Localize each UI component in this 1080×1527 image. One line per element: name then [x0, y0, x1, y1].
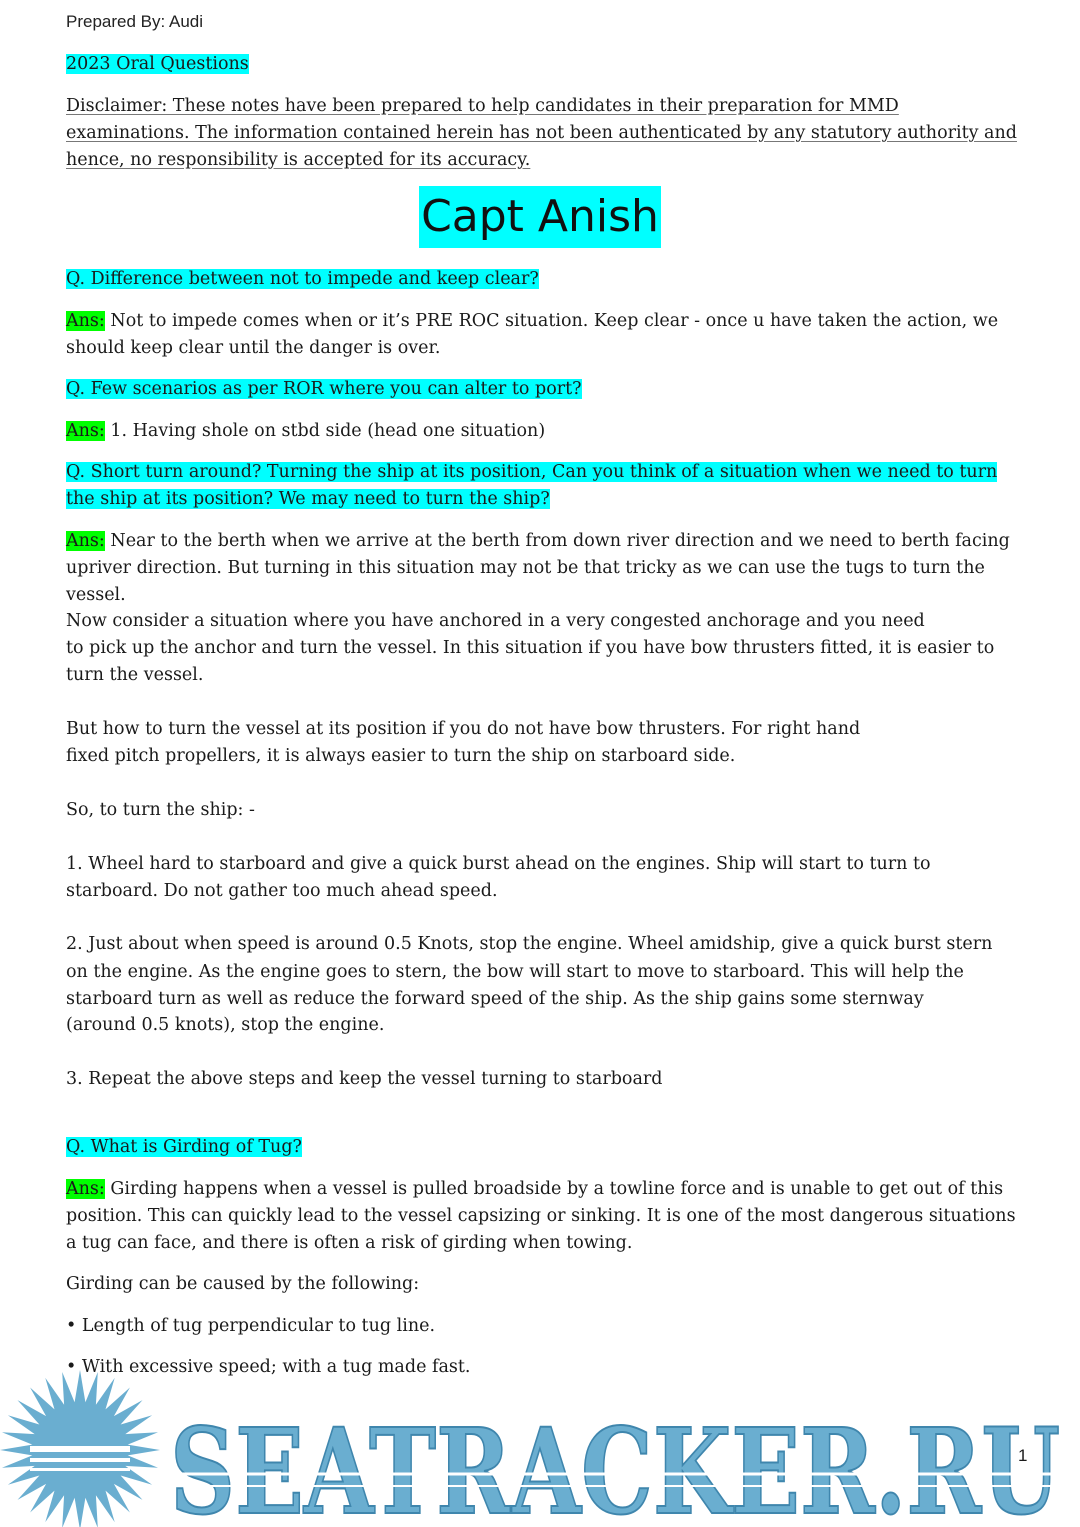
answer-3-line: But how to turn the vessel at its position if you do not have bow thrusters. For right hand	[66, 719, 861, 739]
answer-3-line: So, to turn the ship: -	[66, 800, 255, 820]
step-3: 3. Repeat the above steps and keep the vessel turning to starboard	[66, 1069, 663, 1089]
answer-4: Ans: Girding happens when a vessel is pulled broadside by a towline force and is unable to get out of this position. This can quickly lead to the vessel capsizing or sinking. It is one of the most dangerous situations a tug can face, and there is often a risk of girding when towing.	[66, 1179, 1016, 1253]
subtitle-text: 2023 Oral Questions	[66, 54, 249, 74]
step-2-cont: on the engine. As the engine goes to stern, the bow will start to move to starboard. This will help the starboard turn as well as reduce the forward speed of the ship. As the ship gains some sternway	[66, 962, 964, 1009]
ans-label: Ans:	[66, 311, 105, 331]
sun-logo-icon	[0, 1370, 160, 1527]
page-title: Capt Anish	[419, 186, 661, 248]
ans-label: Ans:	[66, 421, 105, 441]
answer-3-line: to pick up the anchor and turn the vessel. In this situation if you have bow thrusters fitted, it is easier to turn the vessel.	[66, 638, 995, 685]
answer-3-line: fixed pitch propellers, it is always easier to turn the ship on starboard side.	[66, 746, 736, 766]
answer-3: Ans: Near to the berth when we arrive at the berth from down river direction and we need to berth facing upriver direction. But turning in this situation may not be that tricky as we can use the tugs to turn the vessel.	[66, 531, 1010, 605]
step-2: 2. Just about when speed is around 0.5 Knots, stop the engine. Wheel amidship, give a quick burst stern	[66, 934, 993, 954]
answer-3-line: Now consider a situation where you have anchored in a very congested anchorage and you need	[66, 611, 925, 631]
step-2-end: (around 0.5 knots), stop the engine.	[66, 1015, 385, 1035]
bullet-item: • With excessive speed; with a tug made fast.	[66, 1357, 471, 1377]
page-number: 1	[1018, 1446, 1028, 1465]
title-block	[0, 186, 1080, 248]
subtitle	[66, 51, 1022, 78]
prepared-by: Prepared By: Audi	[66, 12, 204, 31]
answer-4-line: Girding can be caused by the following:	[66, 1274, 420, 1294]
watermark-text: SEATRACKER.RU	[170, 1402, 1060, 1527]
question-2: Q. Few scenarios as per ROR where you can alter to port?	[66, 379, 582, 399]
question-4: Q. What is Girding of Tug?	[66, 1137, 302, 1157]
question-3: Q. Short turn around? Turning the ship at its position, Can you think of a situation when we need to turn the ship at its position? We may need to turn the ship?	[66, 462, 998, 509]
bullet-item: • Length of tug perpendicular to tug line.	[66, 1316, 436, 1336]
disclaimer: Disclaimer: These notes have been prepared to help candidates in their preparation for MMD examinations. The information contained herein has not been authenticated by any statutory authority and hence, no responsibility is accepted for its accuracy.	[66, 96, 1017, 170]
step-1: 1. Wheel hard to starboard and give a quick burst ahead on the engines. Ship will start to turn to starboard. Do not gather too much ahead speed.	[66, 854, 931, 901]
ans-label: Ans:	[66, 1179, 105, 1199]
answer-2: Ans: 1. Having shole on stbd side (head one situation)	[66, 421, 546, 441]
ans-label: Ans:	[66, 531, 105, 551]
answer-1: Ans: Not to impede comes when or it’s PRE ROC situation. Keep clear - once u have taken the action, we should keep clear until the danger is over.	[66, 311, 999, 358]
watermark	[0, 1370, 1080, 1527]
question-1: Q. Difference between not to impede and keep clear?	[66, 269, 539, 289]
